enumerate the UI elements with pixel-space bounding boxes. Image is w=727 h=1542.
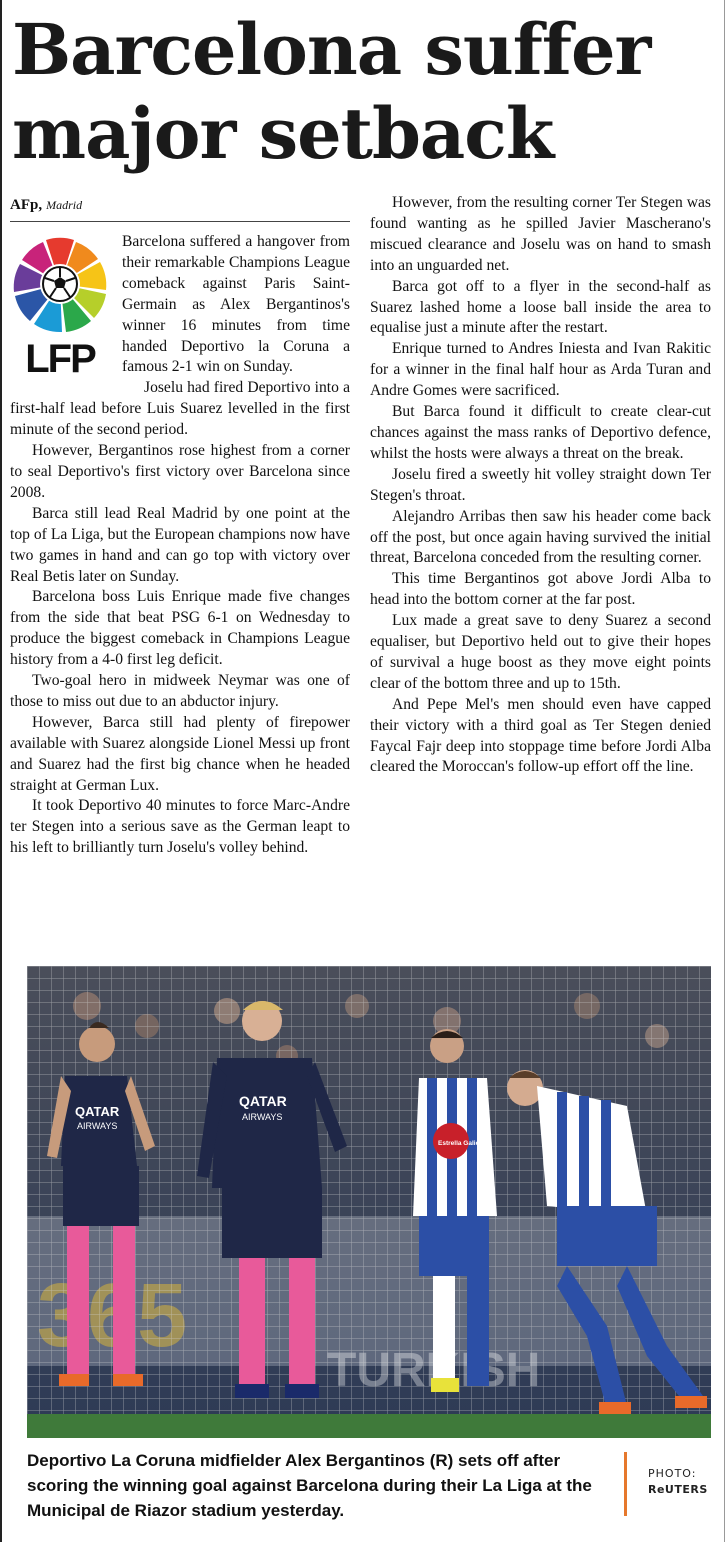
- paragraph: It took Deportivo 40 minutes to force Marc-Andre ter Stegen into a serious save as the German leapt to his left to brilliantly turn Joselu's volley behind.: [10, 797, 350, 857]
- lfp-logo-text: LFP: [25, 337, 95, 380]
- shirt-sponsor-text: AIRWAYS: [77, 1121, 118, 1131]
- right-column: [370, 193, 711, 778]
- byline-agency: AFp,: [10, 197, 43, 213]
- shirt-sponsor-text: QATAR: [75, 1104, 120, 1119]
- photo-credit-source: ReUTERS: [648, 1483, 708, 1496]
- paragraph: Barca got off to a flyer in the second-half as Suarez lashed home a loose ball inside the area to equalise just a minute after the restart.: [370, 277, 711, 337]
- lfp-logo: [10, 232, 114, 380]
- byline-location: Madrid: [46, 198, 83, 212]
- right-page-rule: [724, 0, 725, 1542]
- paragraph: But Barca found it difficult to create clear-cut chances against the mass ranks of Deportivo defence, whilst the hosts were always a threat on the break.: [370, 403, 711, 462]
- paragraph: Barcelona boss Luis Enrique made five changes from the side that beat PSG 6-1 on Wednesday to produce the biggest comeback in Champions League history from a 4-0 first leg deficit.: [10, 588, 350, 669]
- paragraph: Joselu had fired Deportivo into a first-half lead before Luis Suarez levelled in the first minute of the second period.: [10, 379, 350, 439]
- photo-credit-label: PHOTO:: [648, 1467, 697, 1480]
- paragraph: Barca still lead Real Madrid by one point at the top of La Liga, but the European champions now have two games in hand and can go top with victory over Real Betis later on Sunday.: [10, 504, 350, 585]
- photo-credit: [648, 1466, 708, 1498]
- headline: Barcelona suffer major setback: [12, 8, 651, 175]
- byline: [10, 197, 350, 222]
- shirt-sponsor-text: QATAR: [239, 1093, 287, 1109]
- paragraph: Lux made a great save to deny Suarez a second equaliser, but Deportivo held out to give their hopes of survival a huge boost as they move eight points clear of the bottom three and up to 15th.: [370, 612, 711, 692]
- left-column: [10, 232, 350, 859]
- paragraph: Alejandro Arribas then saw his header come back off the post, but once again having survived the initial threat, Barcelona conceded from the resulting corner.: [370, 507, 711, 567]
- shirt-sponsor-text: AIRWAYS: [242, 1112, 283, 1122]
- photo-caption: Deportivo La Coruna midfielder Alex Bergantinos (R) sets off after scoring the winning goal against Barcelona during their La Liga at the Municipal de Riazor stadium yesterday.: [27, 1451, 592, 1520]
- paragraph: However, from the resulting corner Ter Stegen was found wanting as he spilled Javier Mascherano's miscued clearance and Joselu was on hand to smash into an unguarded net.: [370, 194, 711, 274]
- paragraph: And Pepe Mel's men should even have capped their victory with a third goal as Ter Stegen denied Faycal Fajr deep into stoppage time before Jordi Alba cleared the Moroccan's follow-up effort off the line.: [370, 695, 711, 776]
- credit-accent-bar: [624, 1452, 627, 1516]
- shirt-sponsor-text: Estrella Galicia: [438, 1140, 485, 1147]
- paragraph: Joselu fired a sweetly hit volley straight down Ter Stegen's throat.: [370, 465, 711, 504]
- paragraph: Enrique turned to Andres Iniesta and Ivan Rakitic for a winner in the final half hour as Arda Turan and Andre Gomes were sacrificed.: [370, 340, 711, 400]
- left-page-rule: [0, 0, 2, 1542]
- paragraph: However, Bergantinos rose highest from a corner to seal Deportivo's first victory over Barcelona since 2008.: [10, 442, 350, 501]
- match-photo: [27, 966, 711, 1438]
- paragraph: Barcelona suffered a hangover from their remarkable Champions League comeback against Paris Saint-Germain as Alex Bergantinos's winner 16 minutes from time handed Deportivo la Coruna a famous 2-1 win on Sunday.: [122, 233, 350, 376]
- paragraph: However, Barca still had plenty of firepower available with Suarez alongside Lionel Messi up front and Suarez had the first big chance when he headed straight at German Lux.: [10, 713, 350, 794]
- paragraph: This time Bergantinos got above Jordi Alba to head into the bottom corner at the far post.: [370, 570, 711, 609]
- paragraph: Two-goal hero in midweek Neymar was one of those to miss out due to an abductor injury.: [10, 672, 350, 710]
